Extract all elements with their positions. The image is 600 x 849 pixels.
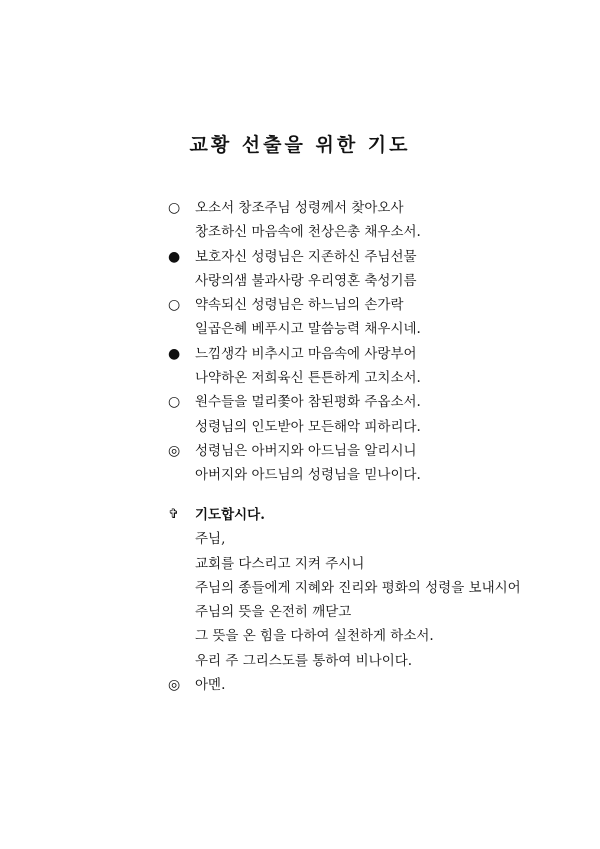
prayer-line-text: 그 뜻을 온 힘을 다하여 실천하게 하소서. [195,628,434,645]
open-circle-icon: ○ [168,200,181,216]
hymn-line-text: 아버지와 아드님의 성령님을 믿나이다. [195,467,421,484]
prayer-line-text: 주님의 뜻을 온전히 깨닫고 [195,604,352,621]
hymn-line-text: 보호자신 성령님은 지존하신 주님선물 [195,248,417,265]
open-circle-icon: ○ [168,297,181,314]
hymn-line-text: 일곱은혜 베푸시고 말씀능력 채우시네. [195,321,421,338]
hymn-line-text: 사랑의샘 불과사랑 우리영혼 축성기름 [195,272,417,289]
hymn-line-text: 창조하신 마음속에 천상은총 채우소서. [195,224,421,241]
cross-icon: ✞ [168,507,179,522]
prayer-line-text: 교회를 다스리고 지켜 주시니 [195,555,365,572]
hymn-line-text: 오소서 창조주님 성령께서 찾아오사 [195,200,404,216]
filled-circle-icon: ● [168,345,181,362]
prayer-closing: 아멘. [195,677,226,694]
filled-circle-icon: ● [168,248,181,265]
double-circle-icon: ◎ [168,442,181,459]
hymn-line-text: 성령님은 아버지와 아드님을 알리시니 [195,442,417,459]
hymn-line-text: 원수들을 멀리쫓아 참된평화 주옵소서. [195,394,421,411]
prayer-line-text: 우리 주 그리스도를 통하여 비나이다. [195,652,413,669]
hymn-line-text: 나약하온 저희육신 튼튼하게 고치소서. [195,370,421,387]
open-circle-icon: ○ [168,394,181,411]
prayer-line-text: 주님의 종들에게 지혜와 진리와 평화의 성령을 보내시어 [195,579,521,596]
hymn-line-text: 느낌생각 비추시고 마음속에 사랑부어 [195,345,417,362]
hymn-line-text: 성령님의 인도받아 모든해악 피하리다. [195,418,421,435]
page-title: 교황 선출을 위한 기도 [189,134,411,156]
prayer-line-text: 주님, [195,531,226,548]
double-circle-icon: ◎ [168,677,181,694]
hymn-line-text: 약속되신 성령님은 하느님의 손가락 [195,297,404,314]
prayer-heading: 기도합시다. [195,507,265,523]
